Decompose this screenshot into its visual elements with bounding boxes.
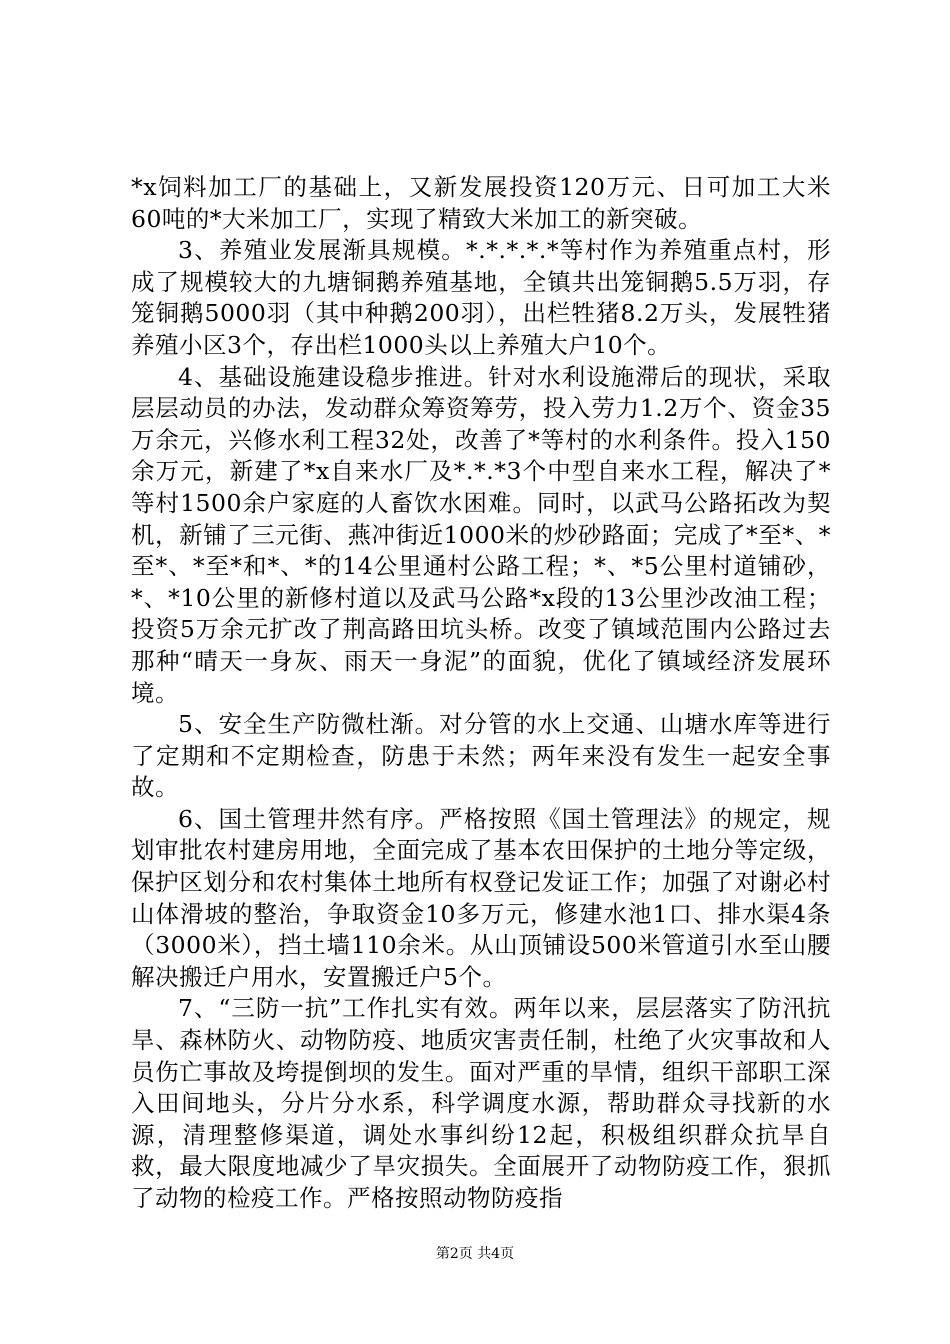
paragraph-livestock: 3、养殖业发展渐具规模。*.*.*.*.*等村作为养殖重点村，形成了规模较大的九塘铜鹅养殖基地，全镇共出笼铜鹅5.5万羽，存笼铜鹅5000羽（其中种鹅200羽），出栏牲猪8.2万头，发展牲猪养殖小区3个，存出栏1000头以上养殖大户10个。 [131,236,831,359]
page-number-footer: 第2页 共4页 [435,1246,515,1262]
paragraph-disaster-prevention: 7、“三防一抗”工作扎实有效。两年以来，层层落实了防汛抗旱、森林防火、动物防疫、地质灾害责任制，杜绝了火灾事故和人员伤亡事故及垮提倒坝的发生。面对严重的旱情，组织干部职工深入田间地头，分片分水系，科学调度水源，帮助群众寻找新的水源，清理整修渠道，调处水事纠纷12起，积极组织群众抗旱自救，最大限度地减少了旱灾损失。全面展开了动物防疫工作，狠抓了动物的检疫工作。严格按照动物防疫指 [131,994,831,1212]
paragraph-land-management: 6、国土管理井然有序。严格按照《国土管理法》的规定，规划审批农村建房用地，全面完成了基本农田保护的土地分等定级，保护区划分和农村集体土地所有权登记发证工作；加强了对谢必村山体滑坡的整治，争取资金10多万元，修建水池1口、排水渠4条（3000米），挡土墙110余米。从山顶铺设500米管道引水至山腰解决搬迁户用水，安置搬迁户5个。 [131,804,831,991]
paragraph-continued: *x饲料加工厂的基础上，又新发展投资120万元、日可加工大米60吨的*大米加工厂，实现了精致大米加工的新突破。 [131,173,831,233]
paragraph-infrastructure: 4、基础设施建设稳步推进。针对水利设施滞后的现状，采取层层动员的办法，发动群众筹资筹劳，投入劳力1.2万个、资金35万余元，兴修水利工程32处，改善了*等村的水利条件。投入150余万元，新建了*x自来水厂及*.*.*3个中型自来水工程，解决了*等村1500余户家庭的人畜饮水困难。同时，以武马公路拓改为契机，新铺了三元街、燕冲街近1000米的炒砂路面；完成了*至*、*至*、*至*和*、*的14公里通村公路工程；*、*5公里村道铺砂，*、*10公里的新修村道以及武马公路*x段的13公里沙改油工程；投资5万余元扩改了荆高路田坑头桥。改变了镇域范围内公路过去那种“晴天一身灰、雨天一身泥”的面貌，优化了镇域经济发展环境。 [131,362,831,707]
paragraph-safety: 5、安全生产防微杜渐。对分管的水上交通、山塘水库等进行了定期和不定期检查，防患于未然；两年来没有发生一起安全事故。 [131,710,831,802]
document-body [131,172,831,1215]
